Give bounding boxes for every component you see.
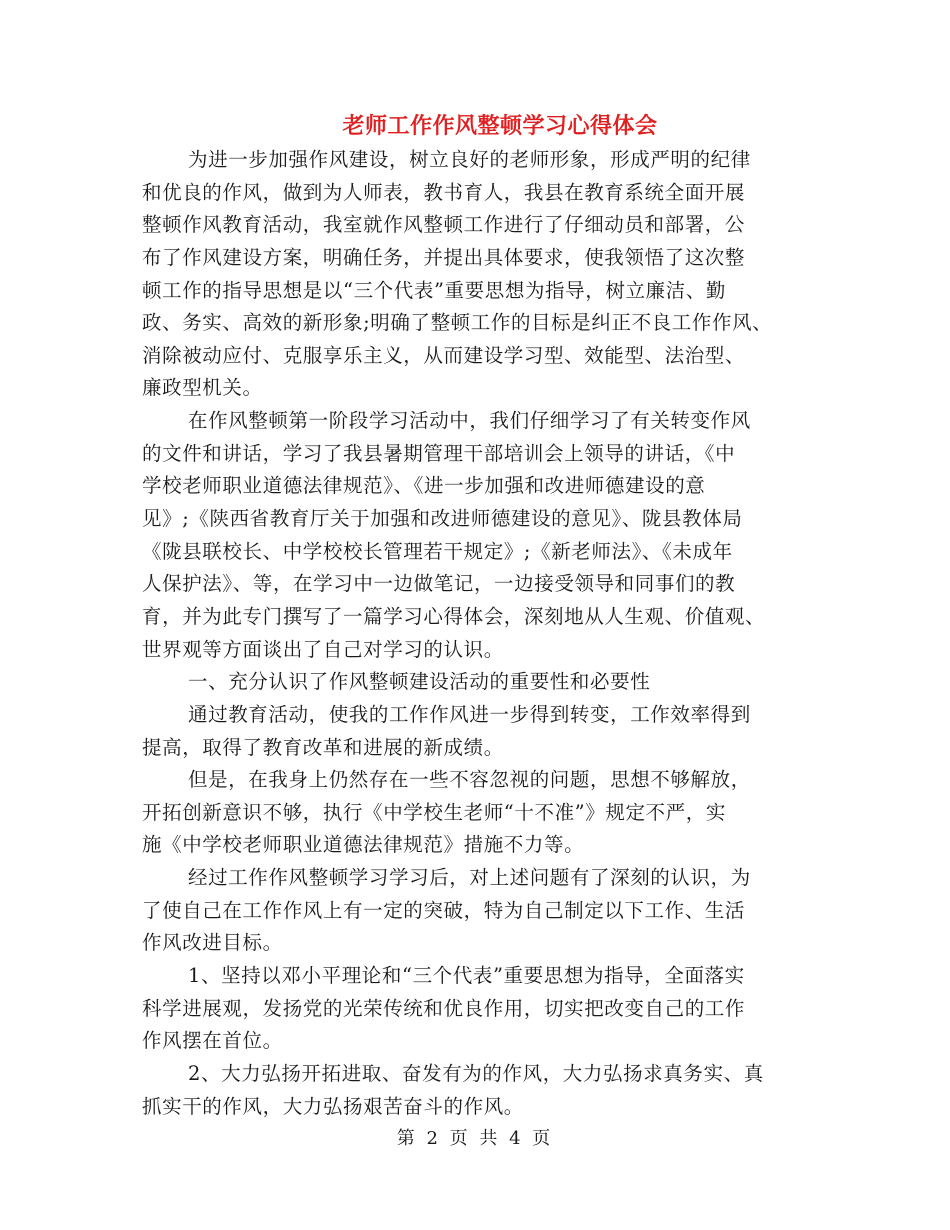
document-title: 老师工作作风整顿学习心得体会: [342, 113, 658, 139]
text-line: 政、务实、高效的新形象;明确了整顿工作的目标是纠正不良工作作风、: [142, 311, 773, 335]
text-line: 抓实干的作风，大力弘扬艰苦奋斗的作风。: [142, 1094, 524, 1118]
text-line: 学校老师职业道德法律规范》、《进一步加强和改进师德建设的意: [142, 474, 706, 498]
text-line: 见》;《陕西省教育厅关于加强和改进师德建设的意见》、陇县教体局: [142, 507, 743, 531]
text-line: 提高，取得了教育改革和进展的新成绩。: [142, 735, 504, 759]
text-line: 科学进展观，发扬党的光荣传统和优良作用，切实把改变自己的工作: [142, 996, 746, 1020]
text-line: 经过工作作风整顿学习学习后，对上述问题有了深刻的认识，为: [188, 866, 751, 890]
page-footer: 第 2 页 共 4 页: [396, 1128, 554, 1149]
text-line: 为进一步加强作风建设，树立良好的老师形象，形成严明的纪律: [188, 148, 751, 171]
text-line: 开拓创新意识不够，执行《中学校生老师“十不准”》规定不严，实: [142, 800, 726, 824]
text-line: 廉政型机关。: [142, 376, 263, 400]
text-line: 通过教育活动，使我的工作作风进一步得到转变，工作效率得到: [188, 702, 751, 726]
text-line: 作风摆在首位。: [142, 1029, 283, 1053]
text-line: 布了作风建设方案，明确任务，并提出具体要求，使我领悟了这次整: [142, 245, 746, 269]
document-body: [142, 144, 814, 1123]
text-line: 一、充分认识了作风整顿建设活动的重要性和必要性: [188, 670, 651, 694]
text-line: 育，并为此专门撰写了一篇学习心得体会，深刻地从人生观、价值观、: [142, 604, 766, 628]
text-line: 作风改进目标。: [142, 931, 283, 955]
text-line: 世界观等方面谈出了自己对学习的认识。: [142, 637, 504, 661]
text-line: 《陇县联校长、中学校校长管理若干规定》;《新老师法》、《未成年: [142, 539, 733, 563]
text-line: 1、坚持以邓小平理论和“三个代表”重要思想为指导，全面落实: [188, 964, 745, 988]
text-line: 了使自己在工作作风上有一定的突破，特为自己制定以下工作、生活: [142, 898, 746, 922]
text-line: 在作风整顿第一阶段学习活动中，我们仔细学习了有关转变作风: [188, 409, 751, 433]
text-line: 顿工作的指导思想是以“三个代表”重要思想为指导，树立廉洁、勤: [142, 278, 726, 302]
text-line: 但是，在我身上仍然存在一些不容忽视的问题，思想不够解放，: [188, 768, 751, 792]
text-line: 2、大力弘扬开拓进取、奋发有为的作风，大力弘扬求真务实、真: [188, 1061, 764, 1085]
text-line: 的文件和讲话，学习了我县暑期管理干部培训会上领导的讲话，《中: [142, 441, 736, 465]
text-line: 整顿作风教育活动，我室就作风整顿工作进行了仔细动员和部署，公: [142, 213, 746, 237]
text-line: 消除被动应付、克服享乐主义，从而建设学习型、效能型、法治型、: [142, 343, 746, 367]
text-line: 和优良的作风，做到为人师表，教书育人，我县在教育系统全面开展: [142, 180, 746, 204]
text-line: 施《中学校老师职业道德法律规范》措施不力等。: [142, 833, 585, 857]
text-line: 人保护法》、等，在学习中一边做笔记，一边接受领导和同事们的教: [142, 572, 736, 596]
